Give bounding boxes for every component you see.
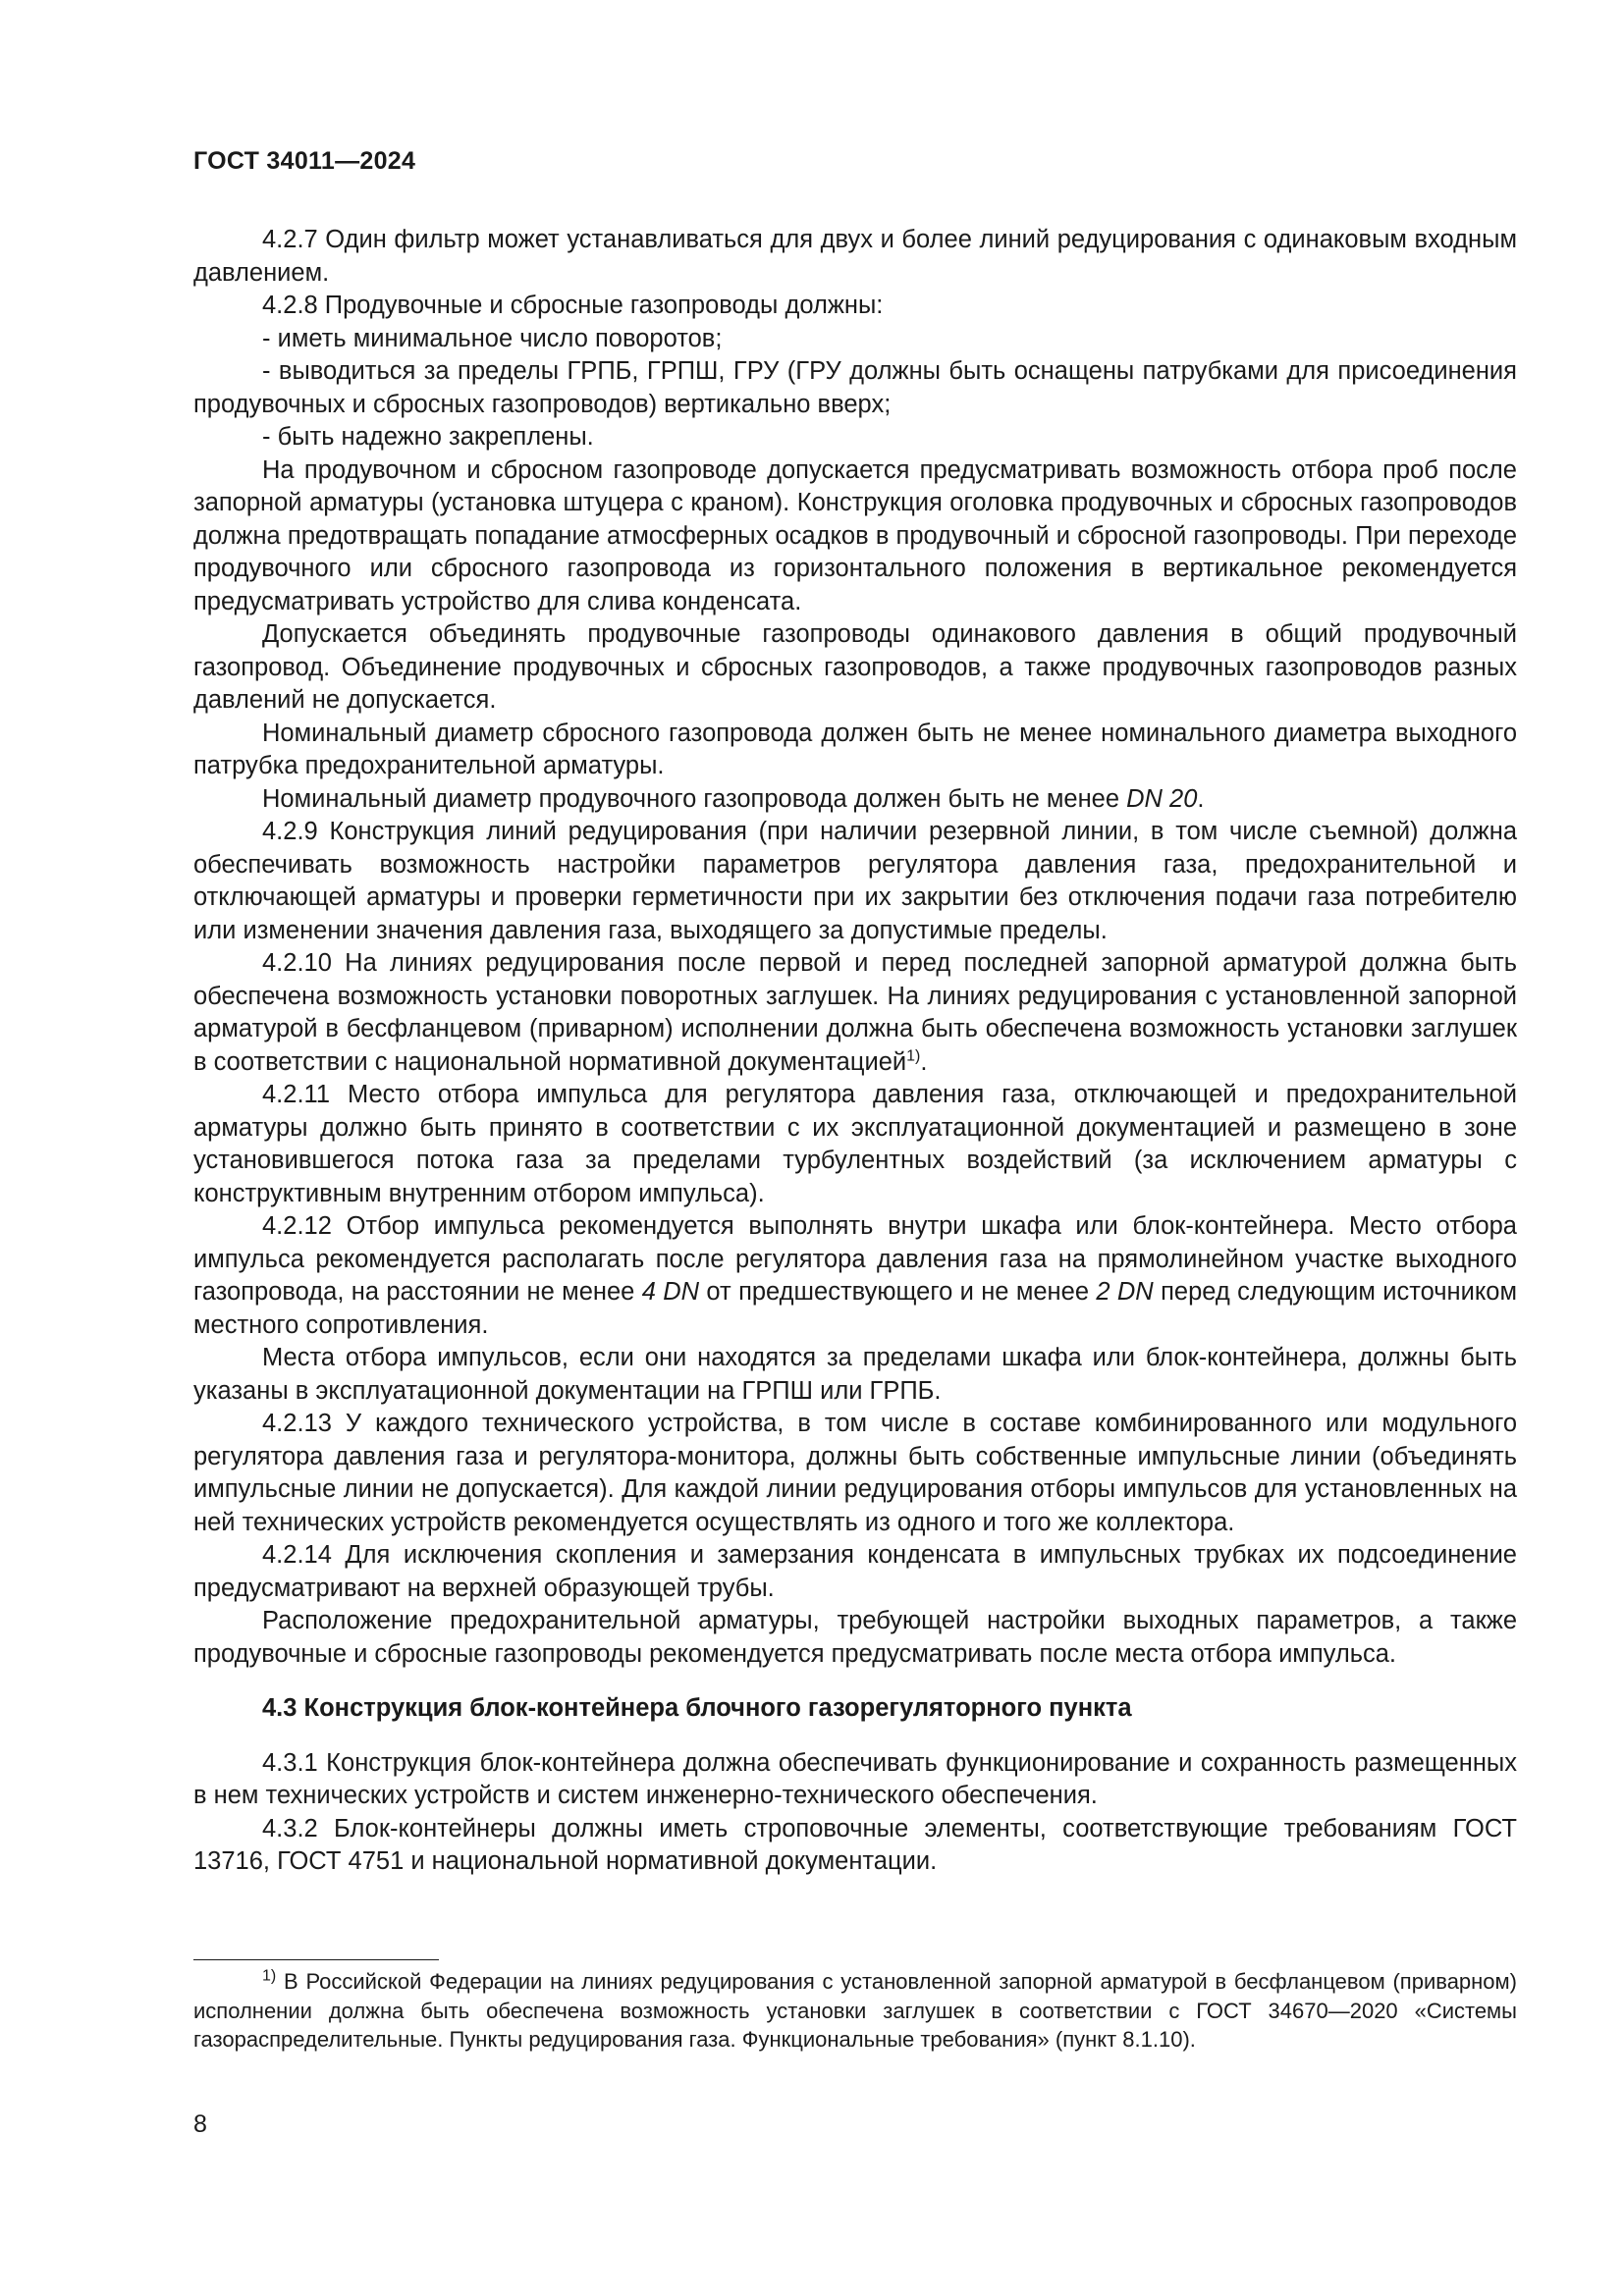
document-header: ГОСТ 34011—2024 [193, 147, 416, 175]
text-span: В Российской Федерации на линиях редуцирования с установленной запорной арматурой в бесфланцевом (приварном) исполнении должна быть обеспечена возможность установки заглушек в соответствии с ГОСТ 34670—2020 «Системы газораспределительные. Пункты редуцирования газа. Функциональные требования» (пункт 8.1.10). [193, 1969, 1517, 2052]
paragraph-4-2-14: 4.2.14 Для исключения скопления и замерзания конденсата в импульсных трубках их подсоединение предусматривают на верхней образующей трубы. [193, 1541, 1517, 1602]
paragraph-impulse-places: Места отбора импульсов, если они находятся за пределами шкафа или блок-контейнера, должны быть указаны в эксплуатационной документации на ГРПШ или ГРПБ. [193, 1344, 1517, 1405]
paragraph-4-2-11: 4.2.11 Место отбора импульса для регулятора давления газа, отключающей и предохранительной арматуры должно быть принято в соответствии с их эксплуатационной документацией и размещено в зоне установившегося потока газа за пределами турбулентных воздействий (за исключением арматуры с конструктивным внутренним отбором импульса). [193, 1081, 1517, 1207]
paragraph-4-3-1: 4.3.1 Конструкция блок-контейнера должна обеспечивать функционирование и сохранность размещенных в нем технических устройств и систем инженерно-технического обеспечения. [193, 1748, 1517, 1809]
paragraph-4-2-10 [193, 947, 1517, 1079]
footnote-text [193, 1967, 1517, 2055]
italic-dn: 4 DN [641, 1278, 700, 1306]
footnote-divider [193, 1959, 439, 1960]
paragraph-4-2-8: 4.2.8 Продувочные и сбросные газопроводы должны: [262, 292, 884, 319]
text-span: 4.2.10 На линиях редуцирования после первой и перед последней запорной арматурой должна быть обеспечена возможность установки поворотных заглушек. На линиях редуцирования с установленной запорной арматурой в бесфланцевом (приварном) исполнении должна быть обеспечена возможность установки заглушек в соответствии с национальной нормативной документацией [193, 949, 1517, 1076]
paragraph-purge-diameter [193, 783, 1517, 817]
text-span: . [920, 1047, 928, 1076]
paragraph-relief-diameter: Номинальный диаметр сбросного газопровода должен быть не менее номинального диаметра выходного патрубка предохранительной арматуры. [193, 719, 1517, 779]
paragraph-4-3-2: 4.3.2 Блок-контейнеры должны иметь строповочные элементы, соответствующие требованиям ГОСТ 13716, ГОСТ 4751 и национальной нормативной документации. [193, 1814, 1517, 1875]
paragraph-4-2-13: 4.2.13 У каждого технического устройства, в том числе в составе комбинированного или модульного регулятора давления газа и регулятора-монитора, должны быть собственные импульсные линии (объединять импульсные линии не допускается). Для каждой линии редуцирования отборы импульсов для установленных на ней технических устройств рекомендуется осуществлять из одного и того же коллектора. [193, 1410, 1517, 1536]
text-span: 4.2.12 Отбор импульса рекомендуется выполнять внутри шкафа или блок-контейнера. Место отбора импульса рекомендуется располагать после регулятора давления газа на прямолинейном участке выходного газопровода, на расстоянии не менее [193, 1212, 1517, 1306]
paragraph-combining: Допускается объединять продувочные газопроводы одинакового давления в общий продувочный газопровод. Объединение продувочных и сбросных газопроводов, а также продувочных газопроводов разных давлений не допускается. [193, 620, 1517, 714]
italic-dn: DN 20 [1126, 784, 1198, 813]
footnote-mark: 1) [262, 1967, 277, 1985]
text-span: . [1197, 784, 1205, 813]
document-body [193, 224, 1517, 1879]
text-span: перед следующим источником местного сопротивления. [193, 1278, 1517, 1339]
text-span: от предшествующего и не менее [699, 1278, 1097, 1306]
list-item: - выводиться за пределы ГРПБ, ГРПШ, ГРУ (ГРУ должны быть оснащены патрубками для присоединения продувочных и сбросных газопроводов) вертикально вверх; [193, 357, 1517, 418]
italic-dn: 2 DN [1096, 1278, 1154, 1306]
paragraph-4-2-9: 4.2.9 Конструкция линий редуцирования (при наличии резервной линии, в том числе съемной) должна обеспечивать возможность настройки параметров регулятора давления газа, предохранительной и отключающей арматуры и проверки герметичности при их закрытии без отключения подачи газа потребителю или изменении значения давления газа, выходящего за допустимые пределы. [193, 818, 1517, 944]
text-span: Номинальный диаметр продувочного газопровода должен быть не менее [262, 784, 1127, 813]
footnote-ref[interactable]: 1) [906, 1047, 921, 1064]
section-heading-4-3: 4.3 Конструкция блок-контейнера блочного газорегуляторного пункта [262, 1694, 1132, 1722]
footnote [193, 1967, 1517, 2055]
paragraph-sampling: На продувочном и сбросном газопроводе допускается предусматривать возможность отбора проб после запорной арматуры (установка штуцера с краном). Конструкция оголовка продувочных и сбросных газопроводов должна предотвращать попадание атмосферных осадков в продувочный и сбросной газопроводы. При переходе продувочного или сбросного газопровода из горизонтального положения в вертикальное рекомендуется предусматривать устройство для слива конденсата. [193, 455, 1517, 615]
list-item: - быть надежно закреплены. [262, 423, 594, 451]
page-number: 8 [193, 2110, 207, 2138]
paragraph-4-2-12 [193, 1210, 1517, 1342]
list-item: - иметь минимальное число поворотов; [262, 324, 723, 352]
paragraph-4-2-7: 4.2.7 Один фильтр может устанавливаться для двух и более линий редуцирования с одинаковым входным давлением. [193, 226, 1517, 287]
paragraph-placement: Расположение предохранительной арматуры, требующей настройки выходных параметров, а также продувочные и сбросные газопроводы рекомендуется предусматривать после места отбора импульса. [193, 1607, 1517, 1668]
